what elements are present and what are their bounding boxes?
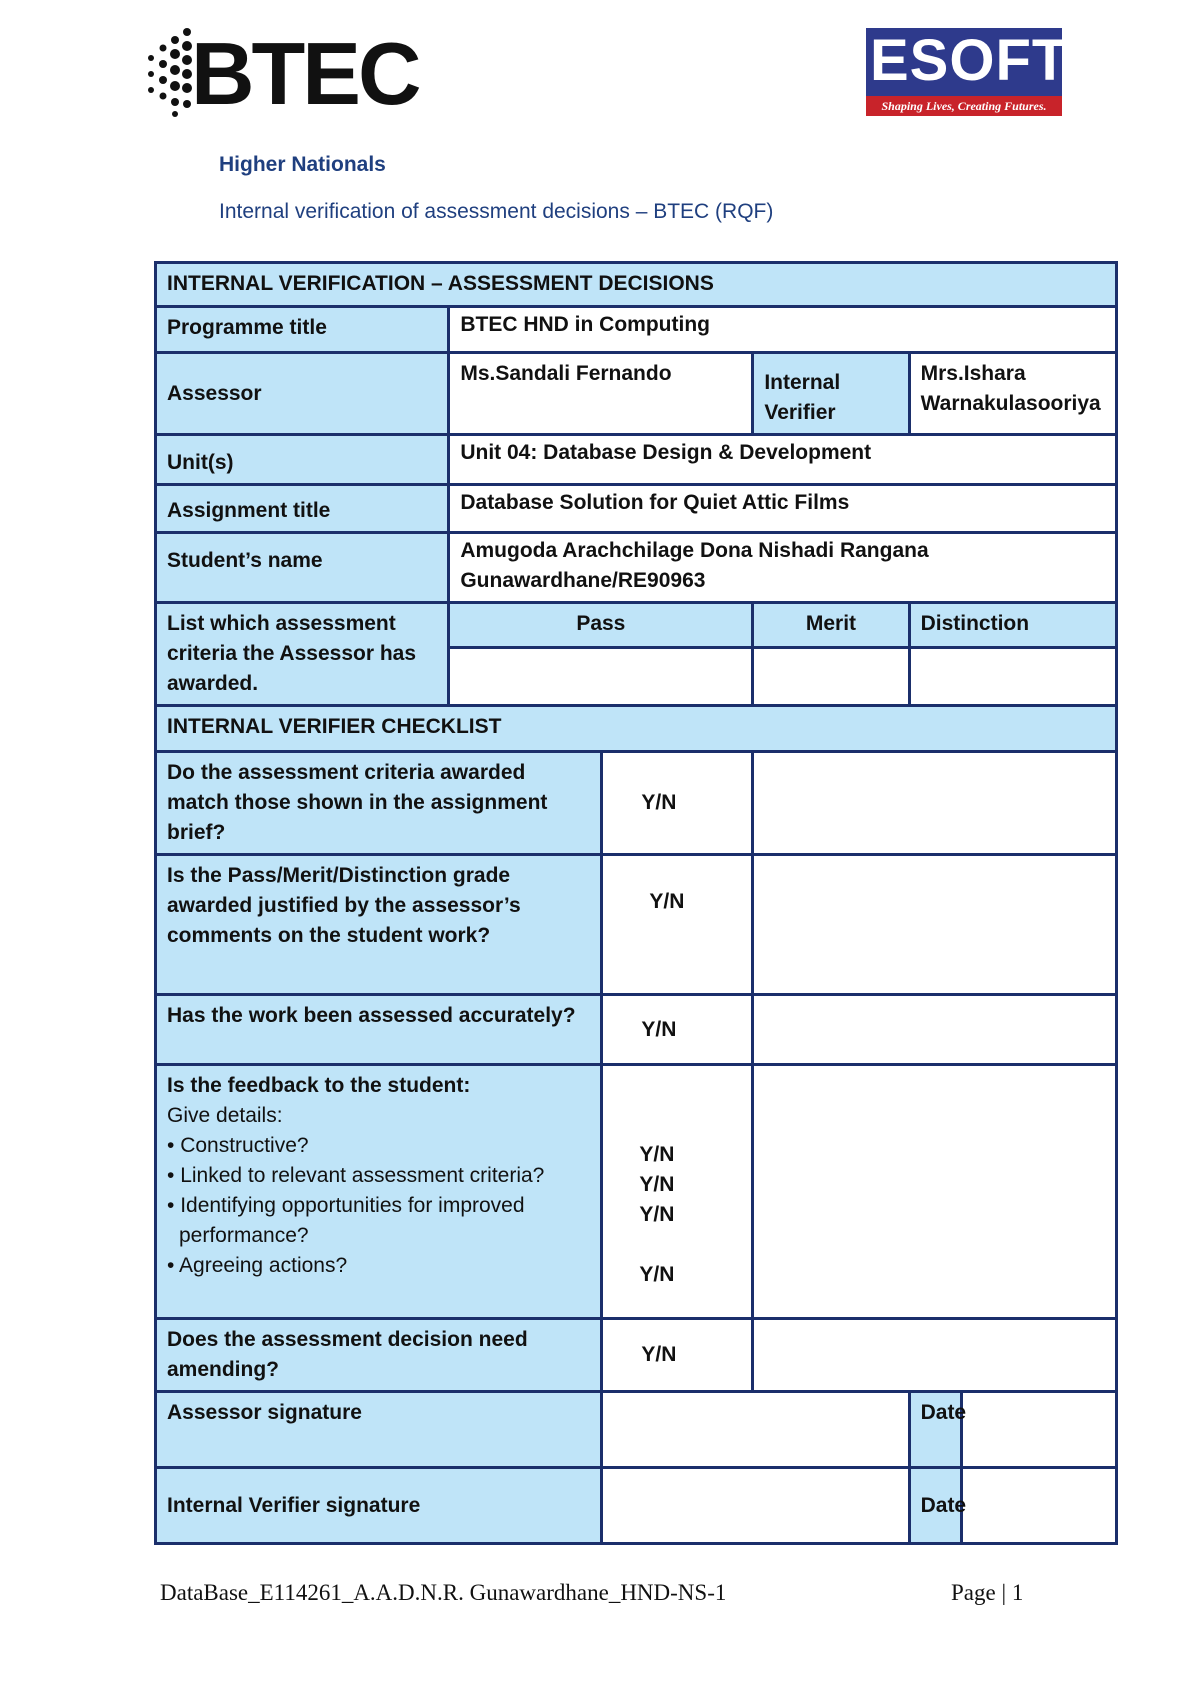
units-value[interactable]: Unit 04: Database Design & Development <box>449 435 1117 485</box>
btec-wordmark: BTEC <box>191 24 419 123</box>
assignment-title-value[interactable]: Database Solution for Quiet Attic Films <box>449 485 1117 533</box>
assessor-date-label: Date <box>909 1392 961 1468</box>
yn-agreeing-actions[interactable]: Y/N <box>639 1263 675 1286</box>
list-item: • Agreeing actions? <box>167 1254 348 1277</box>
assignment-title-label: Assignment title <box>156 485 449 533</box>
list-item: • Identifying opportunities for improved performance? <box>167 1194 525 1247</box>
internal-verifier-value[interactable]: Mrs.Ishara Warnakulasooriya <box>909 353 1116 435</box>
feedback-subheading: Give details: <box>167 1104 283 1127</box>
comment-grade-justified[interactable] <box>753 855 1117 995</box>
list-item: • Constructive? <box>167 1134 309 1157</box>
assessor-signature-label: Assessor signature <box>156 1392 602 1468</box>
programme-title-label: Programme title <box>156 307 449 353</box>
checklist-question-decision-amending: Does the assessment decision need amending? <box>156 1319 602 1392</box>
pass-criteria-field[interactable] <box>449 648 753 706</box>
esoft-logo <box>866 28 1069 116</box>
esoft-wordmark: ESOFT <box>870 28 1069 93</box>
yn-criteria-match[interactable]: Y/N <box>602 752 753 855</box>
esoft-tagline: Shaping Lives, Creating Futures. <box>881 99 1047 113</box>
merit-criteria-field[interactable] <box>753 648 909 706</box>
internal-verifier-date-label: Date <box>909 1468 961 1544</box>
assessor-label: Assessor <box>156 353 449 435</box>
feedback-criteria-list <box>167 1131 590 1281</box>
checklist-question-assessed-accurately: Has the work been assessed accurately? <box>156 995 602 1065</box>
checklist-question-grade-justified: Is the Pass/Merit/Distinction grade awarded justified by the assessor’s comments on the student work? <box>156 855 602 995</box>
internal-verifier-label: Internal Verifier <box>753 353 909 435</box>
footer-document-id: DataBase_E114261_A.A.D.N.R. Gunawardhane_HND-NS-1 <box>160 1580 727 1605</box>
internal-verifier-signature-label: Internal Verifier signature <box>156 1468 602 1544</box>
comment-criteria-match[interactable] <box>753 752 1117 855</box>
distinction-criteria-field[interactable] <box>909 648 1116 706</box>
units-label: Unit(s) <box>156 435 449 485</box>
criteria-awarded-label: List which assessment criteria the Assessor has awarded. <box>156 603 449 706</box>
student-name-label: Student’s name <box>156 533 449 603</box>
comment-decision-amending[interactable] <box>753 1319 1117 1392</box>
assessor-signature-field[interactable] <box>602 1392 909 1468</box>
btec-dots-icon <box>145 26 195 118</box>
yn-assessed-accurately[interactable]: Y/N <box>602 995 753 1065</box>
distinction-header: Distinction <box>909 603 1116 648</box>
verification-form <box>154 261 1118 1545</box>
list-item: • Linked to relevant assessment criteria? <box>167 1164 545 1187</box>
btec-logo <box>145 24 419 123</box>
yn-decision-amending[interactable]: Y/N <box>602 1319 753 1392</box>
checklist-title: INTERNAL VERIFIER CHECKLIST <box>156 706 1117 752</box>
internal-verifier-date-field[interactable] <box>961 1468 1116 1544</box>
internal-verifier-signature-field[interactable] <box>602 1468 909 1544</box>
internal-verification-subheading: Internal verification of assessment decisions – BTEC (RQF) <box>219 200 774 223</box>
yn-feedback-group <box>602 1065 753 1319</box>
merit-header: Merit <box>753 603 909 648</box>
checklist-question-criteria-match: Do the assessment criteria awarded match those shown in the assignment brief? <box>156 752 602 855</box>
yn-identifying-opportunities[interactable]: Y/N <box>639 1203 675 1226</box>
assessor-date-field[interactable] <box>961 1392 1116 1468</box>
comment-assessed-accurately[interactable] <box>753 995 1117 1065</box>
yn-linked-criteria[interactable]: Y/N <box>639 1173 675 1196</box>
footer-page-number: Page | 1 <box>951 1580 1024 1605</box>
feedback-heading: Is the feedback to the student: <box>167 1074 471 1097</box>
checklist-question-feedback <box>156 1065 602 1319</box>
yn-constructive[interactable]: Y/N <box>639 1143 675 1166</box>
form-title: INTERNAL VERIFICATION – ASSESSMENT DECISIONS <box>156 263 1117 307</box>
programme-title-value[interactable]: BTEC HND in Computing <box>449 307 1117 353</box>
student-name-value[interactable]: Amugoda Arachchilage Dona Nishadi Rangana Gunawardhane/RE90963 <box>449 533 1117 603</box>
assessor-value[interactable]: Ms.Sandali Fernando <box>449 353 753 435</box>
pass-header: Pass <box>449 603 753 648</box>
comment-feedback[interactable] <box>753 1065 1117 1319</box>
higher-nationals-heading: Higher Nationals <box>219 153 386 176</box>
yn-grade-justified[interactable]: Y/N <box>602 855 753 995</box>
